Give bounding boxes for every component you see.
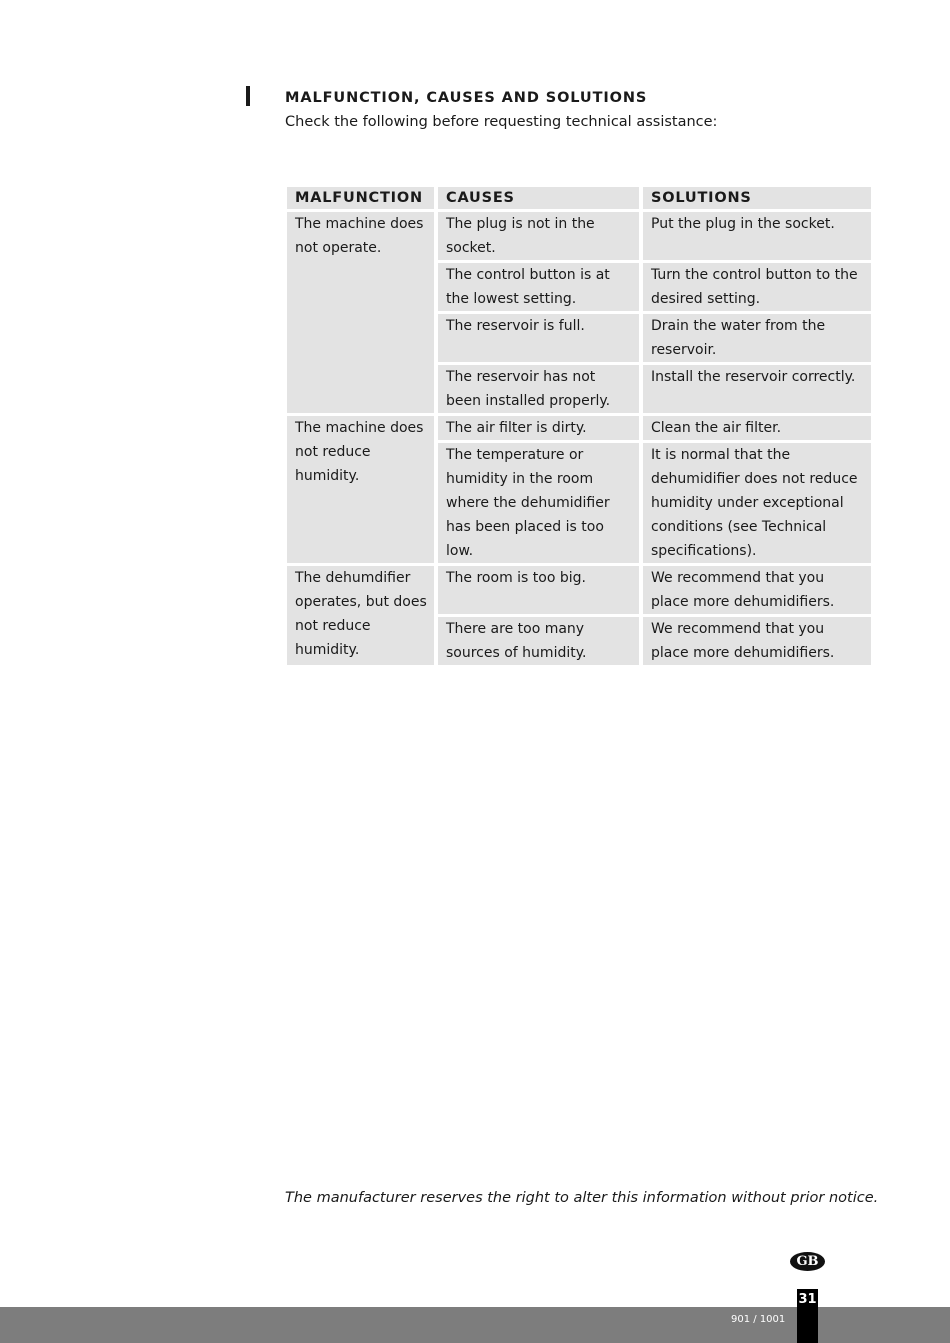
header-solutions: SOLUTIONS [643, 187, 871, 209]
malfunction-cell: The dehumdifier operates, but does not reduce humidity. [287, 566, 434, 665]
page-number: 31 [798, 1292, 817, 1307]
malfunction-cell: The machine does not reduce humidity. [287, 416, 434, 563]
section-title: MALFUNCTION, CAUSES AND SOLUTIONS [285, 90, 648, 106]
solution-cell: Turn the control button to the desired setting. [643, 263, 871, 311]
solution-cell: It is normal that the dehumidifier does not reduce humidity under exceptional conditions (see Technical specifications). [643, 443, 871, 563]
solution-cell: We recommend that you place more dehumidifiers. [643, 617, 871, 665]
cause-cell: The plug is not in the socket. [438, 212, 639, 260]
language-badge: GB [790, 1252, 825, 1271]
table-row [287, 212, 871, 260]
section-intro: Check the following before requesting technical assistance: [285, 114, 718, 130]
cause-cell: The control button is at the lowest setting. [438, 263, 639, 311]
solution-cell: Clean the air filter. [643, 416, 871, 440]
solution-cell: We recommend that you place more dehumidifiers. [643, 566, 871, 614]
cause-cell: The reservoir is full. [438, 314, 639, 362]
document-code: 901 / 1001 [731, 1314, 786, 1325]
cause-cell: The room is too big. [438, 566, 639, 614]
cause-cell: There are too many sources of humidity. [438, 617, 639, 665]
header-malfunction: MALFUNCTION [287, 187, 434, 209]
section-marker [246, 86, 250, 106]
solution-cell: Install the reservoir correctly. [643, 365, 871, 413]
solution-cell: Drain the water from the reservoir. [643, 314, 871, 362]
table-header-row [287, 187, 871, 209]
troubleshooting-table [283, 184, 875, 668]
table-row [287, 566, 871, 614]
header-causes: CAUSES [438, 187, 639, 209]
malfunction-cell: The machine does not operate. [287, 212, 434, 413]
cause-cell: The temperature or humidity in the room where the dehumidifier has been placed is too low. [438, 443, 639, 563]
table-row [287, 416, 871, 440]
solution-cell: Put the plug in the socket. [643, 212, 871, 260]
cause-cell: The reservoir has not been installed properly. [438, 365, 639, 413]
cause-cell: The air filter is dirty. [438, 416, 639, 440]
disclaimer-note: The manufacturer reserves the right to alter this information without prior notice. [285, 1190, 879, 1206]
